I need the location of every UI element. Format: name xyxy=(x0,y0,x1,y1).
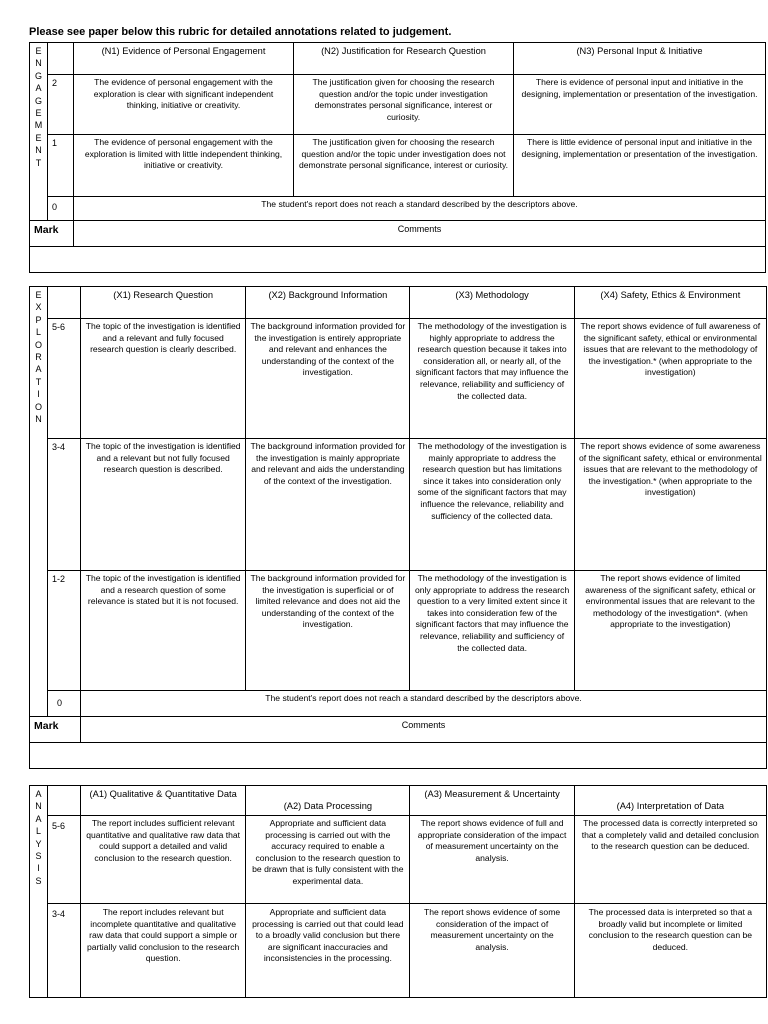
analysis-table xyxy=(29,785,767,998)
descriptor-cell: The background information provided for the investigation is entirely appropriate and relevant and enhances the understanding of the context of the investigation. xyxy=(246,319,410,439)
descriptor-cell: There is evidence of personal input and initiative in the designing, implementation or presentation of the investigation. xyxy=(514,75,766,135)
column-header: (A3) Measurement & Uncertainty xyxy=(410,786,574,816)
mark-level: 1 xyxy=(48,135,74,197)
descriptor-cell: Appropriate and sufficient data processing is carried out with the accuracy required to enable a conclusion to the research question to be drawn that is fully consistent with the experimental data. xyxy=(246,816,410,904)
exploration-table xyxy=(29,286,767,769)
engagement-side-label: E N G A G E M E N T xyxy=(30,43,48,221)
mark-level: 5-6 xyxy=(48,319,81,439)
column-header: (N1) Evidence of Personal Engagement xyxy=(74,43,294,75)
table-row xyxy=(30,75,766,135)
descriptor-cell: The report includes sufficient relevant quantitative and qualitative raw data that could support a detailed and valid conclusion to the research question. xyxy=(81,816,246,904)
exploration-side-label: E X P L O R A T I O N xyxy=(30,287,48,717)
column-header: (X4) Safety, Ethics & Environment xyxy=(574,287,766,319)
zero-descriptor: The student's report does not reach a standard described by the descriptors above. xyxy=(81,691,767,717)
descriptor-cell: The justification given for choosing the research question and/or the topic under investigation demonstrates personal significance, interest or curiosity. xyxy=(294,75,514,135)
mark-level: 2 xyxy=(48,75,74,135)
descriptor-cell: The report includes relevant but incomplete quantitative and qualitative raw data that could support a simple or partially valid conclusion to the research question. xyxy=(81,904,246,998)
mark-level: 3-4 xyxy=(48,439,81,571)
descriptor-cell: There is little evidence of personal input and initiative in the designing, implementation or presentation of the investigation. xyxy=(514,135,766,197)
descriptor-cell: The report shows evidence of some consideration of the impact of measurement uncertainty on the analysis. xyxy=(410,904,574,998)
mark-label: Mark xyxy=(30,221,74,247)
descriptor-cell: The background information provided for the investigation is mainly appropriate and relevant and aids the understanding of the context of the investigation. xyxy=(246,439,410,571)
comments-field[interactable] xyxy=(30,743,767,769)
header-note: Please see paper below this rubric for detailed annotations related to judgement. xyxy=(29,26,452,38)
comments-label: Comments xyxy=(74,221,766,247)
comments-label: Comments xyxy=(81,717,767,743)
table-row xyxy=(30,691,767,717)
corner-cell xyxy=(48,786,81,816)
descriptor-cell: The background information provided for the investigation is superficial or of limited relevance and does not aid the understanding of the context of the investigation. xyxy=(246,571,410,691)
column-header: (X2) Background Information xyxy=(246,287,410,319)
column-header: (X1) Research Question xyxy=(81,287,246,319)
table-row xyxy=(30,439,767,571)
table-row xyxy=(30,135,766,197)
column-header: (A1) Qualitative & Quantitative Data xyxy=(81,786,246,816)
engagement-table xyxy=(29,42,766,273)
descriptor-cell: The processed data is correctly interpreted so that a completely valid and detailed conclusion to the research question can be deduced. xyxy=(574,816,766,904)
descriptor-cell: The report shows evidence of some awareness of the significant safety, ethical or environmental issues that are relevant to the methodology of the investigation.* (when appropriate to the investigation) xyxy=(574,439,766,571)
descriptor-cell: The processed data is interpreted so that a broadly valid but incomplete or limited conclusion to the research question can be deduced. xyxy=(574,904,766,998)
table-row xyxy=(30,816,767,904)
corner-cell xyxy=(48,43,74,75)
column-header: (N2) Justification for Research Question xyxy=(294,43,514,75)
descriptor-cell: The topic of the investigation is identified and a relevant and fully focused research question is clearly described. xyxy=(81,319,246,439)
mark-level: 0 xyxy=(48,691,81,717)
column-header: (A2) Data Processing xyxy=(246,786,410,816)
column-header: (X3) Methodology xyxy=(410,287,574,319)
descriptor-cell: The evidence of personal engagement with the exploration is clear with significant independent thinking, initiative or creativity. xyxy=(74,75,294,135)
descriptor-cell: The evidence of personal engagement with the exploration is limited with little independent thinking, initiative or creativity. xyxy=(74,135,294,197)
table-row xyxy=(30,571,767,691)
descriptor-cell: The methodology of the investigation is only appropriate to address the research question to a very limited extent since it takes into consideration few of the significant factors that may influence the relevance, reliability and sufficiency of the collected data. xyxy=(410,571,574,691)
descriptor-cell: The report shows evidence of limited awareness of the significant safety, ethical or environmental issues that are relevant to the methodology of the investigation*. (when appropriate to the investigation) xyxy=(574,571,766,691)
analysis-side-label: A N A L Y S I S xyxy=(30,786,48,998)
comments-field[interactable] xyxy=(30,247,766,273)
mark-level: 0 xyxy=(48,197,74,221)
descriptor-cell: Appropriate and sufficient data processing is carried out that could lead to a broadly valid conclusion but there are significant inaccuracies and inconsistencies in the processing. xyxy=(246,904,410,998)
column-header: (A4) Interpretation of Data xyxy=(574,786,766,816)
descriptor-cell: The methodology of the investigation is highly appropriate to address the research question because it takes into consideration all, or nearly all, of the significant factors that may influence the relevance, reliability and sufficiency of the collected data. xyxy=(410,319,574,439)
table-row xyxy=(30,197,766,221)
mark-level: 3-4 xyxy=(48,904,81,998)
descriptor-cell: The topic of the investigation is identified and a relevant but not fully focused research question is described. xyxy=(81,439,246,571)
descriptor-cell: The justification given for choosing the research question and/or the topic under investigation does not demonstrate personal significance, interest or curiosity. xyxy=(294,135,514,197)
table-row xyxy=(30,904,767,998)
mark-level: 5-6 xyxy=(48,816,81,904)
zero-descriptor: The student's report does not reach a standard described by the descriptors above. xyxy=(74,197,766,221)
descriptor-cell: The methodology of the investigation is mainly appropriate to address the research question but has limitations since it takes into consideration only some of the significant factors that may influence the relevance, reliability and sufficiency of the collected data. xyxy=(410,439,574,571)
corner-cell xyxy=(48,287,81,319)
descriptor-cell: The report shows evidence of full and appropriate consideration of the impact of measurement uncertainty on the analysis. xyxy=(410,816,574,904)
mark-label: Mark xyxy=(30,717,81,743)
column-header: (N3) Personal Input & Initiative xyxy=(514,43,766,75)
descriptor-cell: The report shows evidence of full awareness of the significant safety, ethical or environmental issues that are relevant to the methodology of the investigation.* (when appropriate to the investigation) xyxy=(574,319,766,439)
descriptor-cell: The topic of the investigation is identified and a research question of some relevance is stated but it is not focused. xyxy=(81,571,246,691)
table-row xyxy=(30,319,767,439)
mark-level: 1-2 xyxy=(48,571,81,691)
